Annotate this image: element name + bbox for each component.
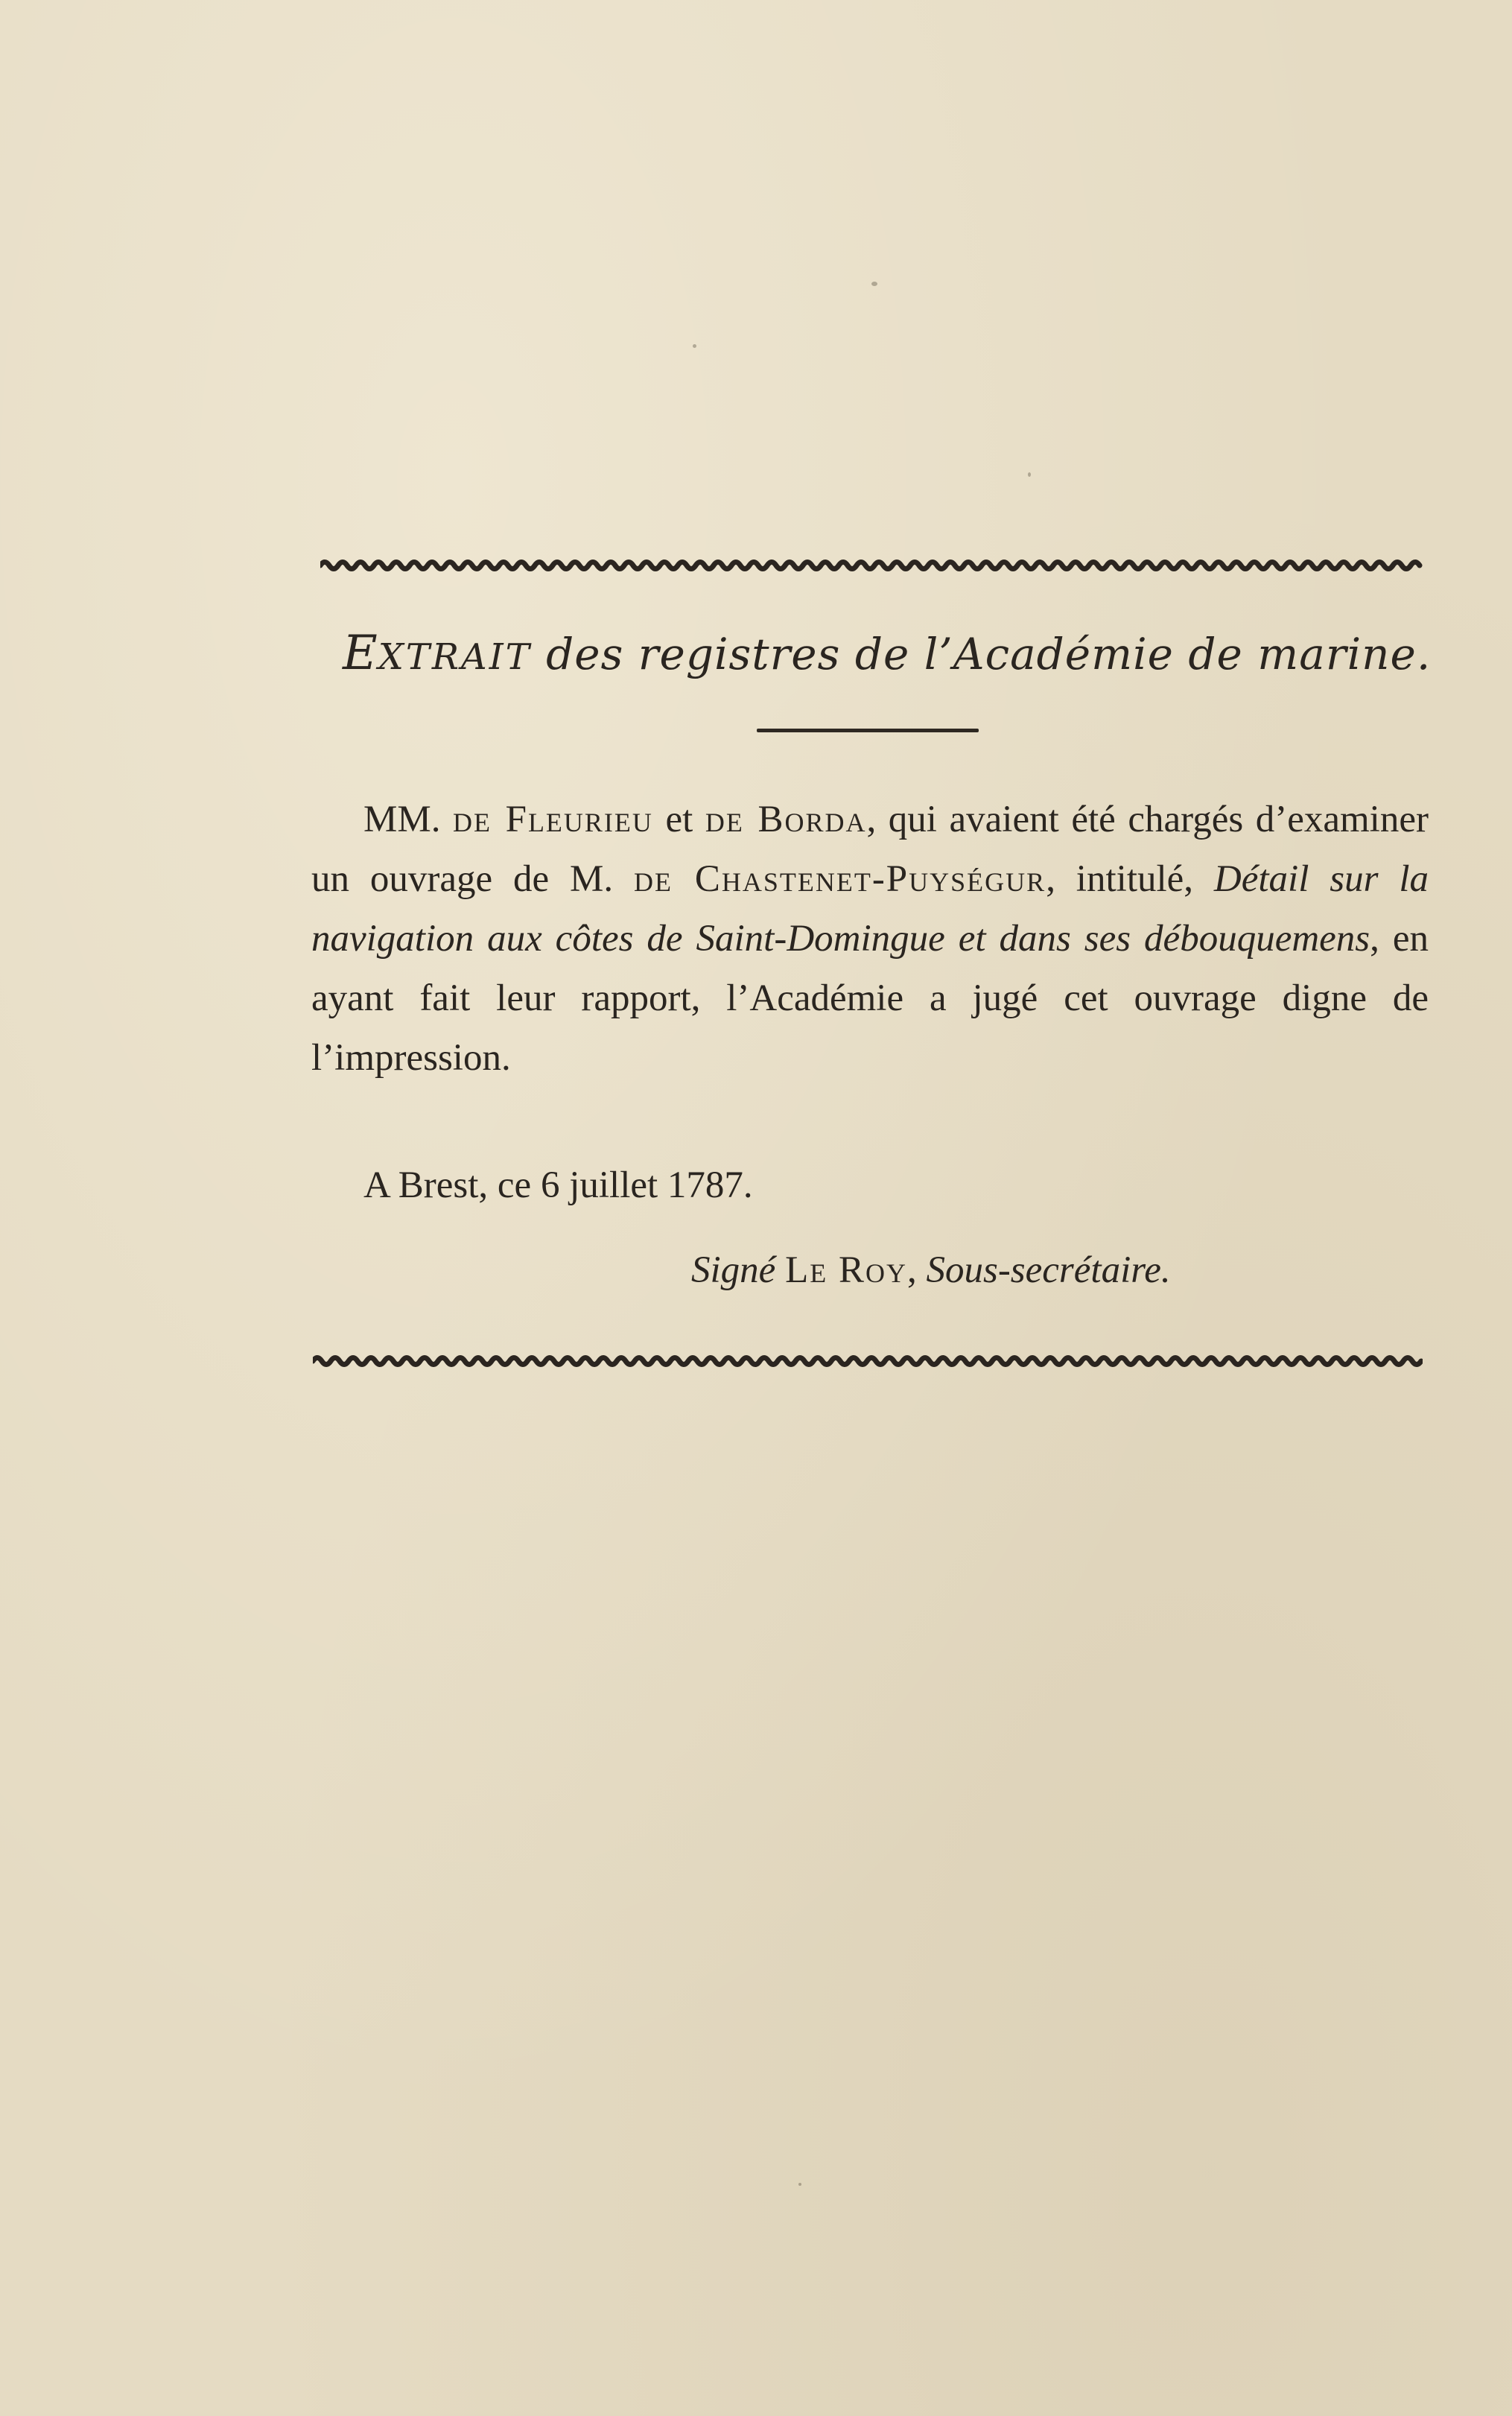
- signature: [691, 1249, 1171, 1292]
- name-fleurieu: Fleurieu: [505, 799, 653, 840]
- approval-text: [311, 790, 1429, 1088]
- paper-speck: [798, 2183, 801, 2186]
- short-rule: [757, 729, 979, 732]
- signature-comma: ,: [906, 1249, 927, 1291]
- text-segment: , intitulé,: [1046, 858, 1214, 900]
- paper-speck: [693, 344, 696, 348]
- text-segment: de: [705, 799, 758, 840]
- name-borda: Borda: [757, 799, 867, 840]
- text-segment: et: [652, 799, 705, 840]
- paper-speck: [871, 282, 877, 286]
- name-chastenet: Chastenet-Puységur: [694, 858, 1046, 900]
- heading-initial: E: [343, 626, 378, 681]
- paper-speck: [1028, 472, 1031, 477]
- text-segment: de: [453, 799, 506, 840]
- dateline: A Brest, ce 6 juillet 1787.: [363, 1164, 753, 1206]
- ornamental-rule-bottom: [313, 1353, 1423, 1369]
- signature-role: Sous-secrétaire.: [926, 1249, 1171, 1291]
- body-paragraph: [311, 790, 1429, 1088]
- ornamental-rule-top: [320, 557, 1423, 574]
- text-segment: MM.: [363, 799, 454, 840]
- text-segment: , en ayant fait leur rapport, l’Académie a jugé cet ouvrage digne de l’impression.: [311, 918, 1429, 1079]
- text-segment: de: [633, 858, 695, 900]
- text-segment: , qui avaient été chargés d’examiner un ouvrage de M.: [311, 799, 1429, 900]
- work-title: Détail sur la navigation aux côtes de Saint-Domingue et dans ses débouquemens: [311, 858, 1429, 960]
- heading-rest: des registres de l’Académie de marine.: [531, 629, 1432, 679]
- heading-word: XTRAIT: [378, 636, 532, 678]
- signature-name: Le Roy: [785, 1249, 907, 1291]
- heading: [343, 626, 1432, 681]
- signature-signe: Signé: [691, 1249, 776, 1291]
